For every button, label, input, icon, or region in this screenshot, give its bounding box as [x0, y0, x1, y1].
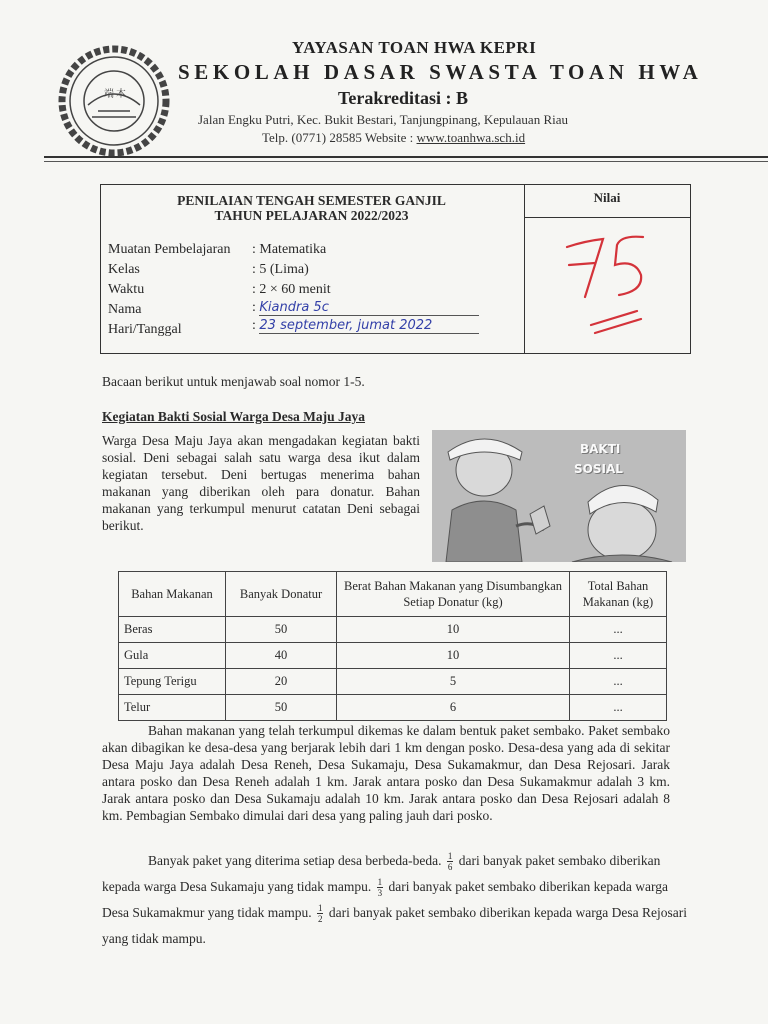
website-link[interactable]: www.toanhwa.sch.id: [416, 130, 526, 145]
exam-title-line2: TAHUN PELAJARAN 2022/2023: [214, 208, 409, 223]
svg-text:端: 端: [104, 89, 114, 100]
cell-total[interactable]: ...: [570, 643, 667, 669]
cell-donatur: 20: [226, 669, 337, 695]
box-divider: [524, 185, 525, 353]
frac3-den: 2: [317, 914, 323, 925]
name-handwritten[interactable]: Kiandra 5c: [259, 300, 479, 316]
table-header-row: [119, 572, 667, 617]
field-nama-row: : Kiandra 5c: [252, 300, 488, 316]
table-row: [119, 643, 667, 669]
frac1-den: 6: [447, 862, 453, 873]
school-address: Jalan Engku Putri, Kec. Bukit Bestari, Tanjungpinang, Kepulauan Riau: [198, 112, 569, 127]
exam-title: [100, 193, 523, 223]
reading-paragraph-2: [102, 722, 670, 824]
para3-text-c: dari banyak paket sembako diberikan kepada warga Desa Sukamakmur yang tidak mampu.: [102, 879, 668, 920]
accreditation: Terakreditasi : B: [338, 88, 469, 108]
cell-berat: 10: [337, 643, 570, 669]
reading-instruction: Bacaan berikut untuk menjawab soal nomor 1-5.: [102, 374, 365, 389]
field-tanggal-row: : 23 september, jumat 2022: [252, 318, 488, 334]
reading-title: Kegiatan Bakti Sosial Warga Desa Maju Jaya: [102, 409, 366, 424]
para3-text-d: dari banyak paket sembako diberikan kepada warga Desa Rejosari yang tidak mampu.: [102, 905, 687, 946]
para3-text-a: Banyak paket yang diterima setiap desa berbeda-beda.: [148, 853, 442, 868]
field-value-muatan: : Matematika: [252, 242, 327, 257]
cell-total[interactable]: ...: [570, 669, 667, 695]
handwritten-score: [555, 225, 665, 345]
score-value: 75: [555, 225, 556, 226]
cell-donatur: 50: [226, 617, 337, 643]
cell-berat: 10: [337, 617, 570, 643]
table-row: [119, 669, 667, 695]
cell-bahan: Beras: [119, 617, 226, 643]
nilai-label: Nilai: [593, 190, 621, 205]
foundation-name: YAYASAN TOAN HWA KEPRI: [292, 38, 537, 57]
para3-text-b: dari banyak paket sembako diberikan kepada warga Desa Sukamaju yang tidak mampu.: [102, 853, 661, 894]
illustration-label-2: SOSIAL: [574, 462, 623, 476]
illustration-art: [432, 430, 686, 562]
frac1-num: 1: [447, 851, 453, 862]
bakti-sosial-illustration: [432, 430, 686, 562]
cell-total[interactable]: ...: [570, 695, 667, 721]
col-header-berat: Berat Bahan Makanan yang Disumbangkan Setiap Donatur (kg): [337, 572, 570, 617]
svg-text:本: 本: [116, 89, 126, 100]
illustration-label-1: BAKTI: [580, 442, 621, 456]
nilai-divider: [524, 217, 690, 218]
para2-text: Bahan makanan yang telah terkumpul dikemas ke dalam bentuk paket sembako. Paket sembako akan dibagikan ke desa-desa yang berjarak lebih dari 1 km dengan posko. Desa-desa yang ada di sekitar Desa Maju Jaya adalah Desa Reneh, Desa Sukamaju, Desa Sukamakmur, dan Desa Rejosari. Jarak antara posko dan Desa Reneh adalah 1 km. Jarak antara posko dan Desa Sukamakmur adalah 3 km. Jarak antara posko dan Desa Sukamaju adalah 10 km. Jarak antara posko dan Desa Rejosari adalah 8 km. Pembagian Sembako dimulai dari desa yang paling jauh dari posko.: [102, 723, 670, 823]
field-value-kelas: : 5 (Lima): [252, 262, 309, 277]
cell-donatur: 40: [226, 643, 337, 669]
cell-bahan: Telur: [119, 695, 226, 721]
col-header-donatur: Banyak Donatur: [226, 572, 337, 617]
table-row: [119, 695, 667, 721]
field-value-waktu: : 2 × 60 menit: [252, 282, 331, 297]
field-label-muatan: Muatan Pembelajaran: [108, 242, 231, 257]
frac2-den: 3: [377, 888, 383, 899]
col-header-total: Total Bahan Makanan (kg): [570, 572, 667, 617]
cell-total[interactable]: ...: [570, 617, 667, 643]
school-logo: [58, 45, 170, 157]
field-label-kelas: Kelas: [108, 262, 140, 277]
reading-paragraph-1: Warga Desa Maju Jaya akan mengadakan kegiatan bakti sosial. Deni sebagai salah satu warga desa ikut dalam kegiatan tersebut. Deni bertugas menerima bahan makanan yang diberikan oleh para donatur. Bahan makanan yang terkumpul menurut catatan Deni sebagai berikut.: [102, 433, 420, 533]
field-label-tanggal: Hari/Tanggal: [108, 322, 182, 337]
school-name: SEKOLAH DASAR SWASTA TOAN HWA: [178, 60, 703, 84]
cell-berat: 5: [337, 669, 570, 695]
reading-paragraph-3: [102, 848, 698, 952]
exam-title-line1: PENILAIAN TENGAH SEMESTER GANJIL: [177, 193, 446, 208]
fraction-1-6: [447, 851, 454, 872]
fraction-1-3: [377, 877, 384, 898]
field-label-waktu: Waktu: [108, 282, 145, 297]
col-header-bahan: Bahan Makanan: [119, 572, 226, 617]
header-rule-thin: [44, 161, 768, 162]
field-label-nama: Nama: [108, 302, 142, 317]
telp-text: Telp. (0771) 28585 Website :: [262, 130, 417, 145]
cell-donatur: 50: [226, 695, 337, 721]
cell-bahan: Gula: [119, 643, 226, 669]
frac3-num: 1: [317, 903, 323, 914]
frac2-num: 1: [377, 877, 383, 888]
fraction-1-2: [317, 903, 324, 924]
contact-line: [262, 130, 525, 146]
header-rule: [44, 156, 768, 158]
cell-berat: 6: [337, 695, 570, 721]
donation-table: [118, 571, 667, 721]
date-handwritten[interactable]: 23 september, jumat 2022: [259, 318, 479, 334]
table-row: [119, 617, 667, 643]
cell-bahan: Tepung Terigu: [119, 669, 226, 695]
